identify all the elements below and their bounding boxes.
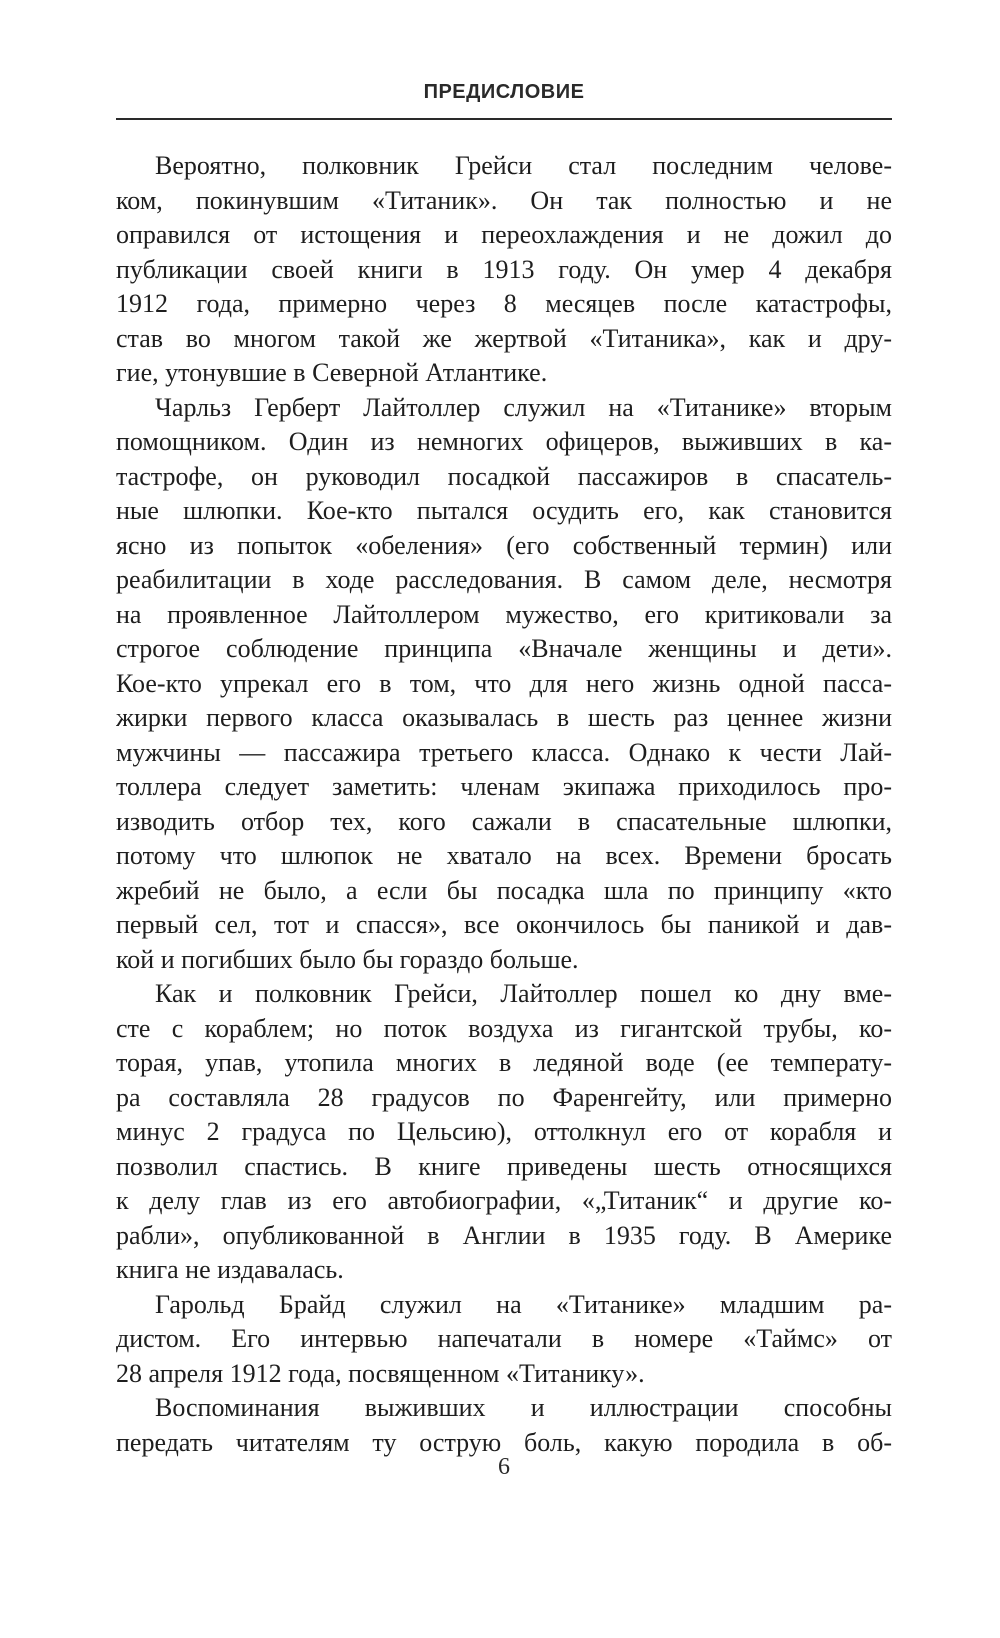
text-line: кой и погибших было бы гораздо больше. xyxy=(116,944,579,974)
text-line: 28 апреля 1912 года, посвященном «Титанику». xyxy=(116,1358,645,1388)
text-line: к делу глав из его автобиографии, «„Титаник“ и другие ко- xyxy=(116,1186,892,1215)
text-line: позволил спастись. В книге приведены шесть относящихся xyxy=(116,1151,892,1181)
text-line: ра составляла 28 градусов по Фаренгейту, или примерно xyxy=(116,1082,892,1112)
text-line: публикации своей книги в 1913 году. Он умер 4 декабря xyxy=(116,254,892,284)
text-line: дистом. Его интервью напечатали в номере «Таймс» от xyxy=(116,1324,892,1353)
text-line: на проявленное Лайтоллером мужество, его критиковали за xyxy=(116,599,892,629)
text-line: 1912 года, примерно через 8 месяцев после катастрофы, xyxy=(116,289,892,318)
body-text xyxy=(116,149,892,1460)
text-line: помощником. Один из немногих офицеров, выживших в ка- xyxy=(116,427,892,456)
text-line: мужчины — пассажира третьего класса. Однако к чести Лай- xyxy=(116,737,892,767)
text-line: Воспоминания выживших и иллюстрации способны xyxy=(155,1393,892,1422)
text-line: толлера следует заметить: членам экипажа приходилось про- xyxy=(116,772,892,801)
text-line: потому что шлюпок не хватало на всех. Времени бросать xyxy=(116,841,892,870)
text-line: сте с кораблем; но поток воздуха из гигантской трубы, ко- xyxy=(116,1013,892,1043)
text-line: Гарольд Брайд служил на «Титанике» младшим ра- xyxy=(155,1289,892,1319)
text-line: став во многом такой же жертвой «Титаника», как и дру- xyxy=(116,323,892,353)
page-number: 6 xyxy=(498,1454,510,1480)
text-line: минус 2 градуса по Цельсию), оттолкнул его от корабля и xyxy=(116,1117,892,1146)
text-line: жребий не было, а если бы посадка шла по принципу «кто xyxy=(116,875,892,905)
text-line: ные шлюпки. Кое-кто пытался осудить его, как становится xyxy=(116,496,892,525)
text-line: оправился от истощения и переохлаждения и не дожил до xyxy=(116,220,892,249)
running-title: ПРЕДИСЛОВИЕ xyxy=(423,81,585,103)
text-line: жирки первого класса оказывалась в шесть раз ценнее жизни xyxy=(116,703,892,732)
text-line: первый сел, тот и спасся», все окончилось бы паникой и дав- xyxy=(116,910,892,939)
text-line: тастрофе, он руководил посадкой пассажиров в спасатель- xyxy=(116,461,892,491)
text-line: реабилитации в ходе расследования. В самом деле, несмотря xyxy=(116,565,892,594)
text-line: передать читателям ту острую боль, какую породила в об- xyxy=(116,1427,892,1457)
text-line: ком, покинувшим «Титаник». Он так полностью и не xyxy=(116,185,892,215)
text-line: Чарльз Герберт Лайтоллер служил на «Титанике» вторым xyxy=(155,392,892,422)
text-line: строгое соблюдение принципа «Вначале женщины и дети». xyxy=(116,634,892,663)
text-line: Как и полковник Грейси, Лайтоллер пошел ко дну вме- xyxy=(155,979,892,1008)
text-line: ясно из попыток «обеления» (его собственный термин) или xyxy=(116,530,892,560)
text-line: книга не издавалась. xyxy=(116,1255,344,1284)
text-line: Кое-кто упрекал его в том, что для него жизнь одной пасса- xyxy=(116,668,892,698)
text-line: торая, упав, утопила многих в ледяной воде (ее температу- xyxy=(116,1048,892,1077)
text-line: Вероятно, полковник Грейси стал последним челове- xyxy=(155,151,892,180)
text-line: гие, утонувшие в Северной Атлантике. xyxy=(116,358,548,387)
header-rule xyxy=(116,118,892,120)
text-line: рабли», опубликованной в Англии в 1935 году. В Америке xyxy=(116,1220,892,1250)
text-line: изводить отбор тех, кого сажали в спасательные шлюпки, xyxy=(116,806,892,836)
